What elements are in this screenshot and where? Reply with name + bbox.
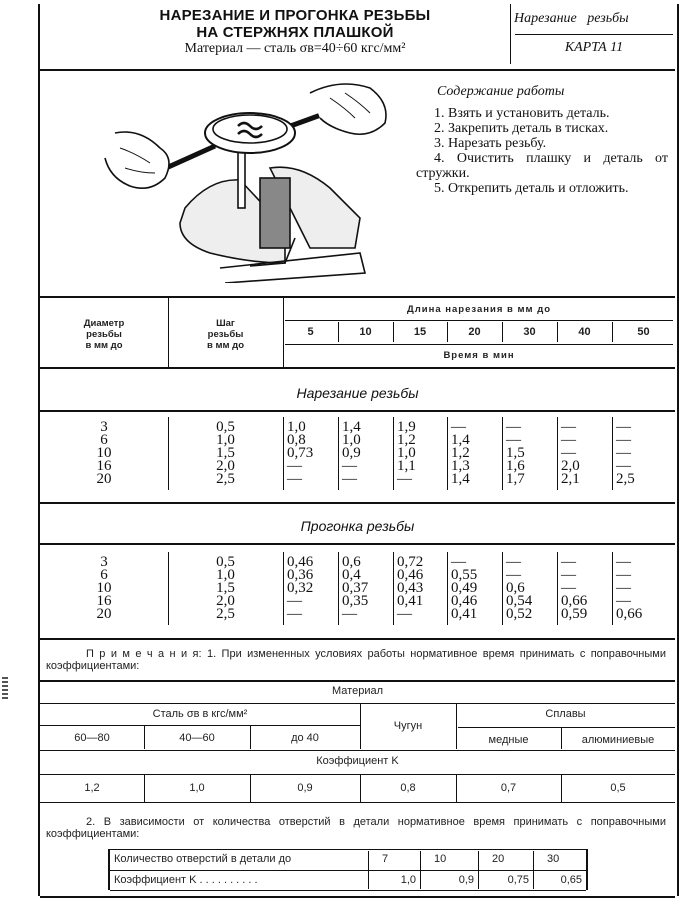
header-text: в мм до xyxy=(85,340,123,351)
holes-table-border xyxy=(586,850,588,890)
table-cell: 1,9 xyxy=(397,419,416,435)
length-cell: 10 xyxy=(359,326,372,338)
time-column xyxy=(287,421,336,486)
col-divider xyxy=(393,417,394,490)
col-divider xyxy=(447,322,448,342)
coefficient-cell: 1,0 xyxy=(189,782,205,794)
table-cell: — xyxy=(506,554,521,570)
table-cell: 1,4 xyxy=(342,419,361,435)
time-header: Время в мин xyxy=(443,350,515,361)
table-cell: 0,37 xyxy=(342,580,369,596)
table-cell: 0,66 xyxy=(616,606,643,622)
table-cell: 1,3 xyxy=(451,458,470,474)
table-cell: 1,5 xyxy=(506,445,525,461)
header-bottom-rule xyxy=(40,367,675,369)
table-cell: — xyxy=(506,419,521,435)
table-cell: 0,49 xyxy=(451,580,478,596)
length-header: Длина нарезания в мм до xyxy=(406,304,552,315)
col-divider xyxy=(502,552,503,625)
table-cell: 6 xyxy=(100,432,108,448)
table-cell: 2,0 xyxy=(561,458,580,474)
header-rule xyxy=(285,344,673,345)
title-line-1: НАРЕЗАНИЕ И ПРОГОНКА РЕЗЬБЫ xyxy=(159,7,431,24)
holes-table-rule xyxy=(110,870,586,871)
col-divider xyxy=(612,417,613,490)
table-cell: 0,55 xyxy=(451,567,478,583)
table-cell: — xyxy=(616,567,631,583)
table-rule xyxy=(40,680,675,682)
col-divider xyxy=(478,851,479,889)
table-cell: 0,36 xyxy=(287,567,314,583)
steel-40-60: 40—60 xyxy=(179,732,215,744)
coefficient-cell: 0,9 xyxy=(297,782,313,794)
table-cell: 2,5 xyxy=(616,471,635,487)
table-cell: 0,41 xyxy=(397,593,424,609)
table-cell: 1,0 xyxy=(397,445,416,461)
holes-cell: 30 xyxy=(547,853,560,865)
header-text: Диаметр xyxy=(83,318,125,329)
table-cell: 0,59 xyxy=(561,606,588,622)
col-divider xyxy=(250,775,251,802)
alloy-copper: медные xyxy=(488,734,529,746)
col-divider xyxy=(447,552,448,625)
table-cell: 1,0 xyxy=(216,567,235,583)
col-divider xyxy=(283,417,284,490)
table-cell: — xyxy=(561,567,576,583)
card-bottom-rule xyxy=(40,896,675,898)
work-step: 2. Закрепить деталь в тисках. xyxy=(434,121,609,136)
work-step: 3. Нарезать резьбу. xyxy=(434,136,547,151)
section-rule xyxy=(40,543,675,545)
col-divider xyxy=(393,322,394,342)
table-cell: 1,4 xyxy=(451,471,470,487)
table-cell: — xyxy=(287,606,302,622)
time-column xyxy=(506,421,555,486)
table-cell: — xyxy=(561,419,576,435)
table-cell: — xyxy=(451,419,466,435)
table-cell: 0,6 xyxy=(506,580,525,596)
holes-table-rule xyxy=(108,849,588,850)
table-cell: 1,1 xyxy=(397,458,416,474)
section-title-chasing: Прогонка резьбы xyxy=(300,518,415,534)
table-cell: 2,5 xyxy=(216,606,235,622)
table-cell: — xyxy=(616,580,631,596)
table-cell: — xyxy=(616,554,631,570)
table-cell: 0,52 xyxy=(506,606,533,622)
table-cell: 16 xyxy=(96,593,112,609)
length-cell: 40 xyxy=(578,326,591,338)
pitch-column xyxy=(168,556,283,621)
header-text: Шаг xyxy=(216,318,235,329)
section-title-cutting: Нарезание резьбы xyxy=(296,385,419,401)
col-divider xyxy=(144,775,145,802)
work-content-title: Содержание работы xyxy=(437,84,565,99)
holes-count-label: Количество отверстий в детали до xyxy=(114,853,292,865)
time-column xyxy=(397,556,445,621)
holes-cell: 0,65 xyxy=(560,874,582,886)
time-column xyxy=(561,421,610,486)
table-rule xyxy=(40,725,360,726)
table-cell: 0,43 xyxy=(397,580,424,596)
title-line-2: НА СТЕРЖНЯХ ПЛАШКОЙ xyxy=(196,24,394,41)
table-cell: 0,5 xyxy=(216,419,235,435)
table-cell: 2,0 xyxy=(216,593,235,609)
table-rule xyxy=(40,703,675,704)
table-cell: 20 xyxy=(96,606,112,622)
table-cell: — xyxy=(616,432,631,448)
holes-cell: 1,0 xyxy=(400,874,416,886)
note-1 xyxy=(46,648,666,672)
table-cell: — xyxy=(342,606,357,622)
table-cell: — xyxy=(287,458,302,474)
table-cell: 16 xyxy=(96,458,112,474)
header-text: резьбы xyxy=(86,329,122,340)
table-cell: 1,5 xyxy=(216,445,235,461)
col-divider xyxy=(612,552,613,625)
table-cell: 1,0 xyxy=(342,432,361,448)
col-divider xyxy=(502,322,503,342)
table-cell: 0,46 xyxy=(287,554,314,570)
table-cell: — xyxy=(287,593,302,609)
time-column xyxy=(342,421,391,486)
table-cell: — xyxy=(506,432,521,448)
table-cell: 3 xyxy=(100,419,108,435)
time-column xyxy=(287,556,336,621)
table-cell: 0,4 xyxy=(342,567,361,583)
table-cell: 1,6 xyxy=(506,458,525,474)
table-cell: 10 xyxy=(96,580,112,596)
section-rule xyxy=(40,410,675,412)
table-cell: 3 xyxy=(100,554,108,570)
col-divider xyxy=(420,851,421,889)
pitch-header xyxy=(168,318,283,351)
coefficient-cell: 0,7 xyxy=(500,782,517,794)
col-divider xyxy=(283,552,284,625)
holes-table-rule xyxy=(110,890,586,891)
table-cell: — xyxy=(342,471,357,487)
holes-cell: 0,75 xyxy=(507,874,529,886)
alloy-aluminum: алюминиевые xyxy=(581,734,655,746)
table-cell: — xyxy=(506,567,521,583)
col-divider xyxy=(557,322,558,342)
time-column xyxy=(561,556,610,621)
col-divider xyxy=(168,417,169,490)
table-cell: 0,9 xyxy=(342,445,361,461)
table-cell: — xyxy=(451,554,466,570)
table-cell: 6 xyxy=(100,567,108,583)
col-divider xyxy=(502,417,503,490)
col-divider xyxy=(447,417,448,490)
table-cell: 0,73 xyxy=(287,445,314,461)
length-cell: 5 xyxy=(307,326,314,338)
length-cell: 15 xyxy=(413,326,427,338)
table-cell: — xyxy=(616,458,631,474)
time-column xyxy=(451,421,500,486)
holes-coef-label: Коэффициент K . . . . . . . . . . xyxy=(114,874,258,886)
table-cell: 2,0 xyxy=(216,458,235,474)
table-cell: 0,72 xyxy=(397,554,424,570)
table-cell: — xyxy=(561,432,576,448)
table-top-rule xyxy=(40,296,675,298)
time-column xyxy=(397,421,445,486)
header-divider xyxy=(510,4,511,64)
time-column xyxy=(451,556,500,621)
work-step: 5. Открепить деталь и отложить. xyxy=(434,181,629,196)
work-step: 1. Взять и установить деталь. xyxy=(434,106,610,121)
table-rule xyxy=(40,802,675,803)
col-divider xyxy=(168,552,169,625)
table-cell: — xyxy=(287,471,302,487)
steel-60-80: 60—80 xyxy=(74,732,110,744)
col-divider xyxy=(393,552,394,625)
table-cell: — xyxy=(561,445,576,461)
time-column xyxy=(342,556,391,621)
scan-artifact xyxy=(2,677,8,699)
note-label: П р и м е ч а н и я: xyxy=(86,648,202,660)
table-cell: 1,7 xyxy=(506,471,525,487)
coefficient-cell: 0,8 xyxy=(400,782,416,794)
table-cell: — xyxy=(397,471,412,487)
alloys-header: Сплавы xyxy=(545,708,586,720)
col-divider xyxy=(557,417,558,490)
length-cell: 30 xyxy=(523,326,536,338)
table-cell: 0,46 xyxy=(397,567,424,583)
col-divider xyxy=(456,775,457,802)
col-divider xyxy=(338,552,339,625)
table-cell: 1,0 xyxy=(287,419,306,435)
table-cell: 0,66 xyxy=(561,593,588,609)
work-step: 4. Очистить плашку и деталь от стружки. xyxy=(416,151,668,181)
length-cell: 20 xyxy=(468,326,481,338)
holes-cell: 20 xyxy=(492,853,505,865)
header-text: в мм до xyxy=(206,340,244,351)
col-divider xyxy=(360,775,361,802)
table-cell: 2,1 xyxy=(561,471,580,487)
table-cell: 1,2 xyxy=(451,445,470,461)
time-column xyxy=(616,556,673,621)
table-cell: 1,4 xyxy=(451,432,470,448)
col-divider xyxy=(338,417,339,490)
die-stock-in-vise-illustration-icon xyxy=(100,78,400,283)
table-rule xyxy=(40,774,675,775)
col-divider xyxy=(557,552,558,625)
material-subtitle: Материал — сталь σв=40÷60 кгс/мм² xyxy=(184,41,406,56)
diameter-header xyxy=(40,318,168,351)
table-cell: 10 xyxy=(96,445,112,461)
table-cell: 0,5 xyxy=(216,554,235,570)
header-rule xyxy=(515,34,673,35)
section-rule xyxy=(40,502,675,504)
note-text: 1. При измененных условиях работы нормативное время принимать с поправочными коэффициентами: xyxy=(46,648,666,672)
steel-header: Сталь σв в кгс/мм² xyxy=(152,708,248,720)
table-cell: — xyxy=(616,593,631,609)
diameter-column xyxy=(40,421,168,486)
table-cell: 0,35 xyxy=(342,593,369,609)
table-cell: 1,2 xyxy=(397,432,416,448)
table-cell: — xyxy=(561,554,576,570)
table-cell: — xyxy=(616,419,631,435)
table-cell: 1,5 xyxy=(216,580,235,596)
section-rule xyxy=(40,638,675,640)
coefficient-header: Коэффициент K xyxy=(316,755,399,767)
table-cell: 2,5 xyxy=(216,471,235,487)
table-cell: 0,6 xyxy=(342,554,361,570)
holes-cell: 10 xyxy=(434,853,447,865)
note-2: 2. В зависимости от количества отверстий в детали нормативное время принимать с поправочными коэффициентами: xyxy=(46,816,666,840)
diameter-column xyxy=(40,556,168,621)
col-divider xyxy=(338,322,339,342)
table-cell: 0,54 xyxy=(506,593,533,609)
table-cell: — xyxy=(342,458,357,474)
table-cell: 0,8 xyxy=(287,432,306,448)
steel-under-40: до 40 xyxy=(291,732,319,744)
length-cell: 50 xyxy=(637,326,650,338)
col-divider xyxy=(368,851,369,889)
table-cell: — xyxy=(616,445,631,461)
table-rule xyxy=(40,750,675,751)
header-rule xyxy=(285,320,673,321)
table-cell: 0,46 xyxy=(451,593,478,609)
table-cell: — xyxy=(397,606,412,622)
col-divider xyxy=(561,775,562,802)
coefficient-cell: 1,2 xyxy=(84,782,100,794)
time-column xyxy=(506,556,555,621)
category-label: Нарезание резьбы xyxy=(514,11,629,26)
holes-cell: 7 xyxy=(382,853,389,865)
table-cell: 0,41 xyxy=(451,606,478,622)
header-text: резьбы xyxy=(207,329,244,340)
cast-iron-header: Чугун xyxy=(393,720,423,732)
table-cell: 0,32 xyxy=(287,580,314,596)
holes-cell: 0,9 xyxy=(458,874,474,886)
pitch-column xyxy=(168,421,283,486)
time-column xyxy=(616,421,673,486)
table-cell: 20 xyxy=(96,471,112,487)
table-rule xyxy=(458,727,675,728)
col-divider xyxy=(612,322,613,342)
table-cell: — xyxy=(561,580,576,596)
header-bottom-rule xyxy=(40,69,675,71)
coefficient-cell: 0,5 xyxy=(610,782,626,794)
card-number: КАРТА 11 xyxy=(564,40,624,55)
material-header: Материал xyxy=(332,685,383,697)
table-cell: 1,0 xyxy=(216,432,235,448)
col-divider xyxy=(533,851,534,889)
work-steps-list xyxy=(416,106,668,196)
